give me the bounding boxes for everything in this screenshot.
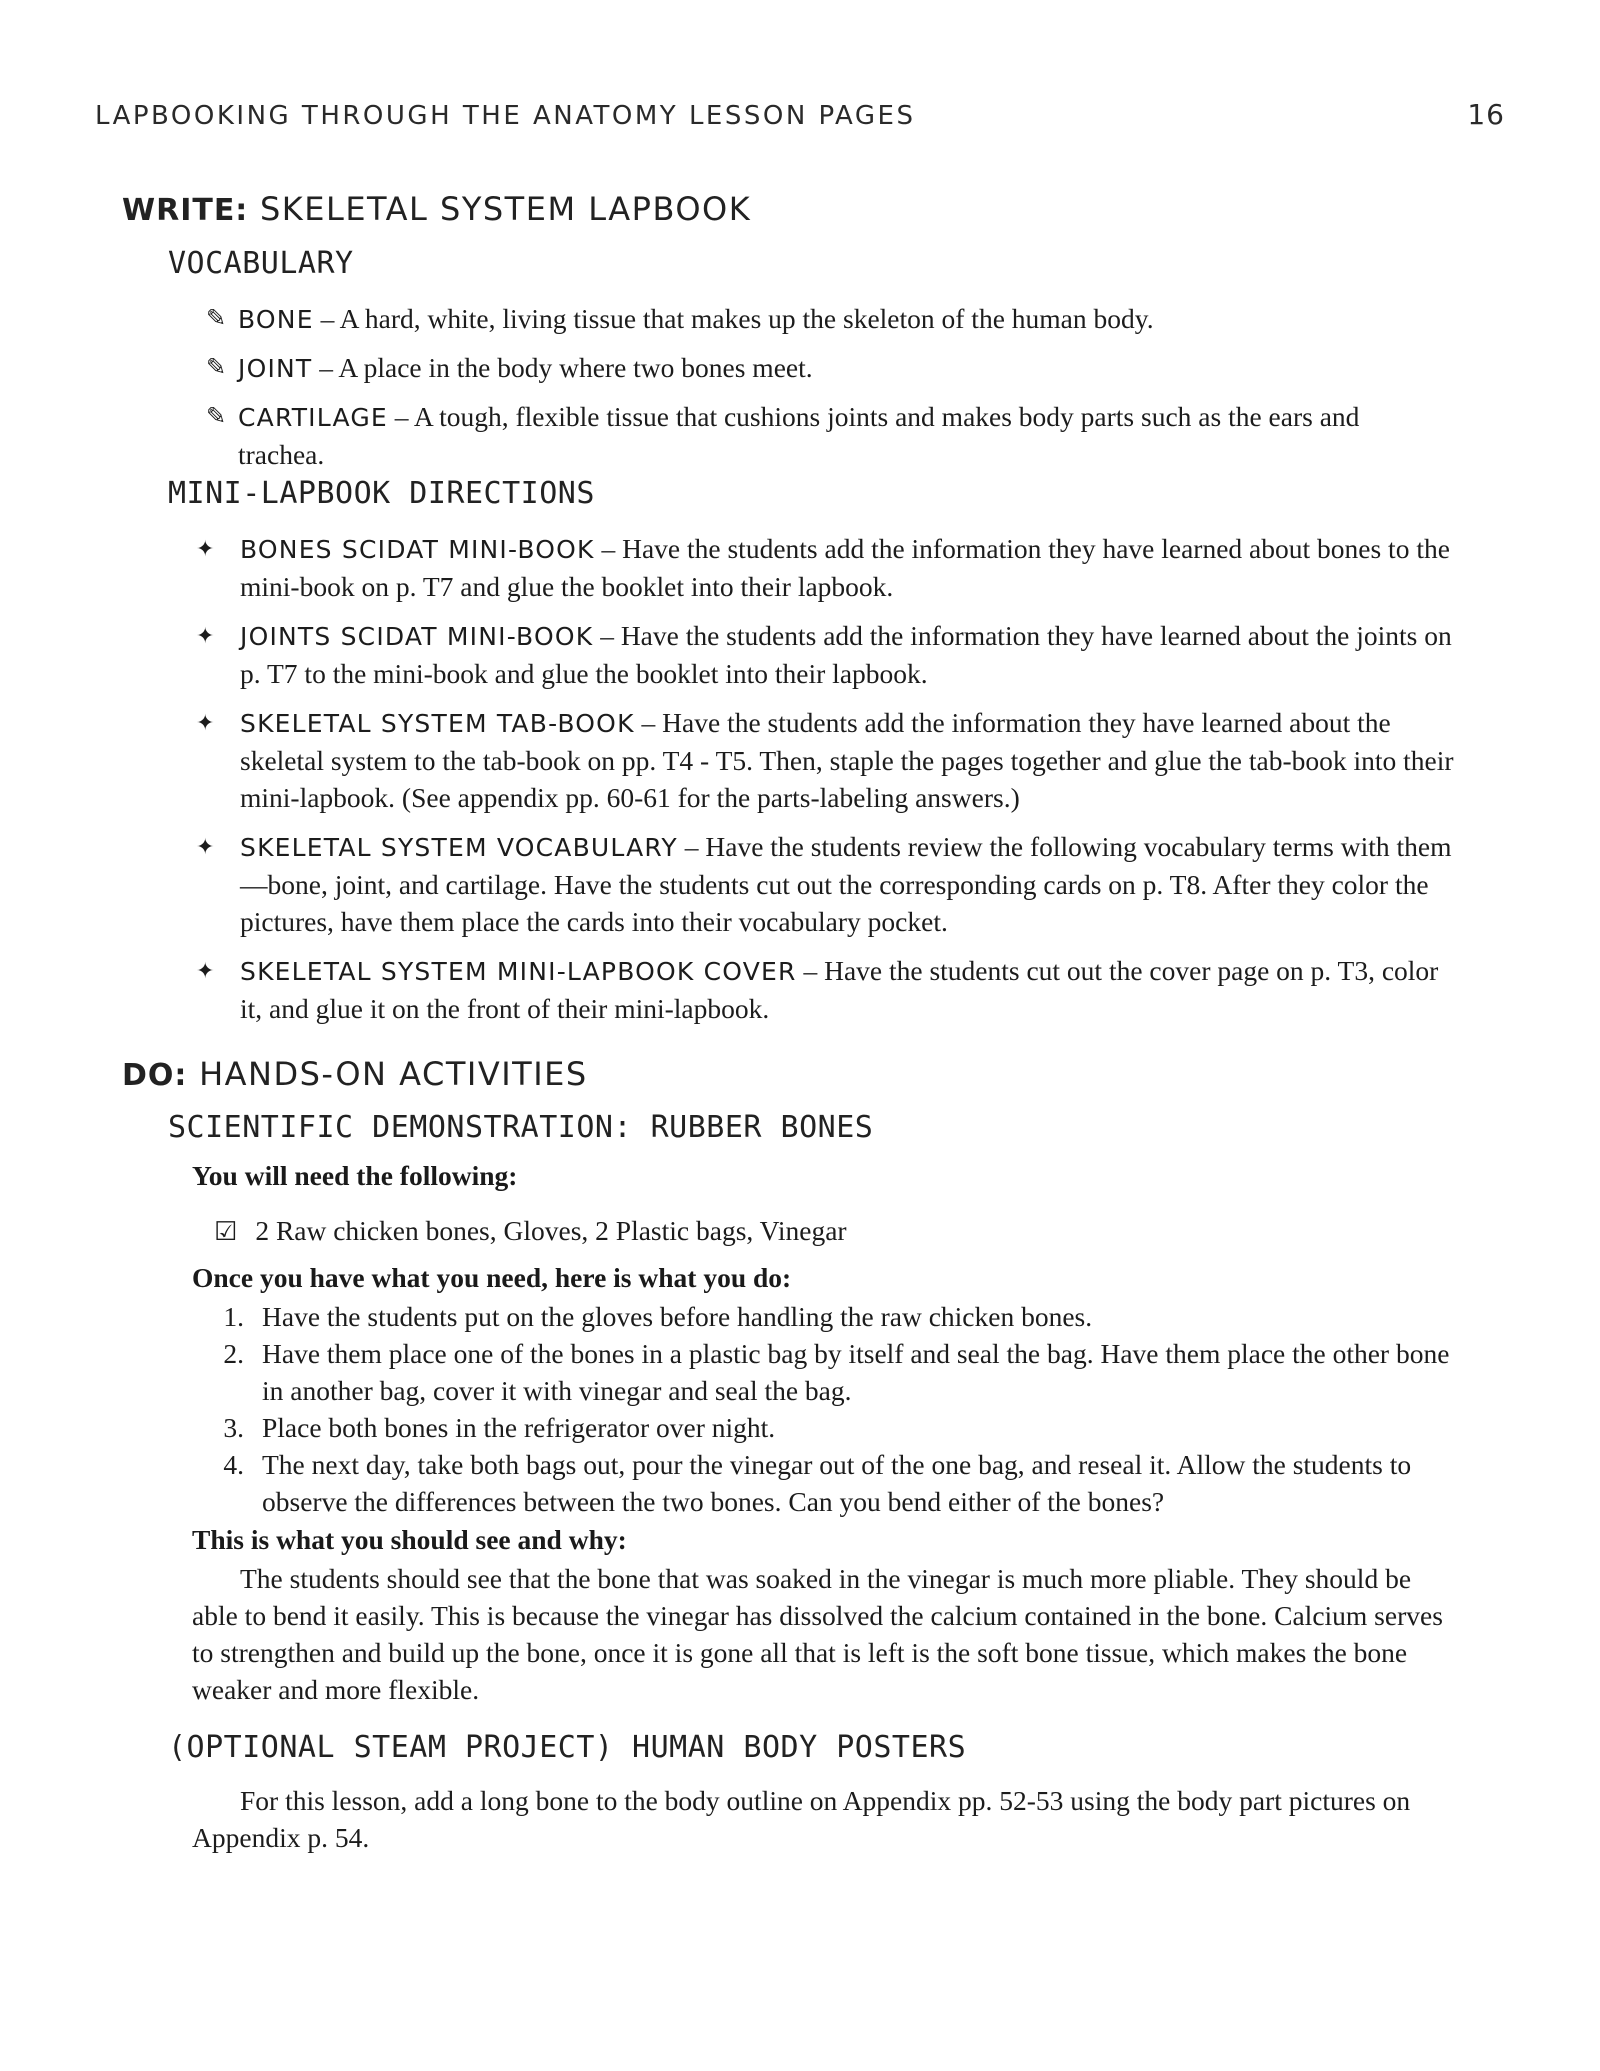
direction-item	[196, 704, 1466, 816]
procedure-steps	[210, 1298, 1460, 1520]
vocab-term: CARTILAGE	[238, 403, 388, 432]
procedure-heading: Once you have what you need, here is what you do:	[192, 1262, 792, 1293]
do-section-heading	[122, 1055, 588, 1093]
vocab-item-bone	[206, 300, 1446, 338]
page-number: 16	[1467, 98, 1505, 131]
vocab-item-joint	[206, 349, 1446, 387]
running-head	[95, 98, 1505, 131]
write-section-heading	[122, 190, 751, 228]
direction-item	[196, 530, 1466, 605]
results-heading: This is what you should see and why:	[192, 1524, 627, 1555]
checkbox-checked-icon: ☑	[214, 1217, 238, 1247]
do-title: HANDS-ON ACTIVITIES	[199, 1055, 588, 1093]
vocab-definition: – A tough, flexible tissue that cushions joints and makes body parts such as the ears and trachea.	[238, 401, 1360, 470]
materials-heading: You will need the following:	[192, 1160, 518, 1191]
pushpin-icon: ✦	[196, 624, 215, 649]
direction-term: SKELETAL SYSTEM MINI-LAPBOOK COVER	[240, 957, 797, 986]
vocab-definition: – A place in the body where two bones meet.	[312, 352, 813, 383]
direction-text: – Have the students add the information they have learned about the joints on p. T7 to the mini-book and glue the booklet into their lapbook.	[240, 620, 1452, 689]
do-lead: DO:	[122, 1058, 188, 1093]
procedure-step: 2. Have them place one of the bones in a plastic bag by itself and seal the bag. Have them place the other bone in another bag, cover it with vinegar and seal the bag.	[223, 1338, 1450, 1406]
procedure-step: 3. Place both bones in the refrigerator over night.	[223, 1412, 776, 1443]
materials-text: 2 Raw chicken bones, Gloves, 2 Plastic bags, Vinegar	[255, 1215, 847, 1246]
steam-project-heading: (OPTIONAL STEAM PROJECT) HUMAN BODY POSTERS	[168, 1730, 967, 1765]
vocabulary-heading: VOCABULARY	[168, 246, 354, 281]
direction-term: SKELETAL SYSTEM TAB-BOOK	[240, 709, 635, 738]
write-lead: WRITE:	[122, 193, 249, 228]
vocab-term: JOINT	[238, 354, 313, 383]
demonstration-heading: SCIENTIFIC DEMONSTRATION: RUBBER BONES	[168, 1110, 874, 1145]
procedure-step: 1. Have the students put on the gloves before handling the raw chicken bones.	[223, 1301, 1093, 1332]
direction-term: JOINTS SCIDAT MINI-BOOK	[240, 622, 594, 651]
direction-item	[196, 617, 1466, 692]
pushpin-icon: ✦	[196, 537, 215, 562]
vocab-item-cartilage	[206, 398, 1446, 473]
direction-text: – Have the students review the following vocabulary terms with them—bone, joint, and cartilage. Have the students cut out the corresponding cards on p. T8. After they color the pictures, have them place the cards into their vocabulary pocket.	[240, 831, 1452, 937]
results-paragraph: The students should see that the bone that was soaked in the vinegar is much more pliable. They should be able to bend it easily. This is because the vinegar has dissolved the calcium contained in the bone. Calcium serves to strengthen and build up the bone, once it is gone all that is left is the soft bone tissue, which makes the bone weaker and more flexible.	[192, 1563, 1443, 1705]
pushpin-icon: ✦	[196, 711, 215, 736]
pushpin-icon: ✦	[196, 835, 215, 860]
vocab-definition: – A hard, white, living tissue that makes up the skeleton of the human body.	[313, 303, 1154, 334]
pencil-icon: ✎	[206, 304, 227, 332]
pushpin-icon: ✦	[196, 959, 215, 984]
direction-term: BONES SCIDAT MINI-BOOK	[240, 535, 595, 564]
direction-text: – Have the students add the information they have learned about the skeletal system to the tab-book on pp. T4 - T5. Then, staple the pages together and glue the tab-book into their mini-lapbook. (See appendix pp. 60-61 for the parts-labeling answers.)	[240, 707, 1454, 813]
direction-text: – Have the students add the information they have learned about bones to the mini-book on p. T7 and glue the booklet into their lapbook.	[240, 533, 1450, 602]
running-head-title: LAPBOOKING THROUGH THE ANATOMY LESSON PAGES	[95, 101, 916, 131]
steam-project-paragraph: For this lesson, add a long bone to the body outline on Appendix pp. 52-53 using the body part pictures on Appendix p. 54.	[192, 1785, 1411, 1853]
procedure-step: 4. The next day, take both bags out, pour the vinegar out of the one bag, and reseal it. Allow the students to observe the differences between the two bones. Can you bend either of the bones?	[223, 1449, 1412, 1517]
pencil-icon: ✎	[206, 402, 227, 430]
direction-term: SKELETAL SYSTEM VOCABULARY	[240, 833, 678, 862]
direction-item	[196, 828, 1466, 940]
direction-item	[196, 952, 1466, 1027]
direction-text: – Have the students cut out the cover page on p. T3, color it, and glue it on the front of their mini-lapbook.	[240, 955, 1439, 1024]
write-title: SKELETAL SYSTEM LAPBOOK	[259, 190, 752, 228]
vocab-term: BONE	[238, 305, 314, 334]
materials-item	[214, 1212, 847, 1251]
pencil-icon: ✎	[206, 353, 227, 381]
directions-heading: MINI-LAPBOOK DIRECTIONS	[168, 476, 595, 511]
